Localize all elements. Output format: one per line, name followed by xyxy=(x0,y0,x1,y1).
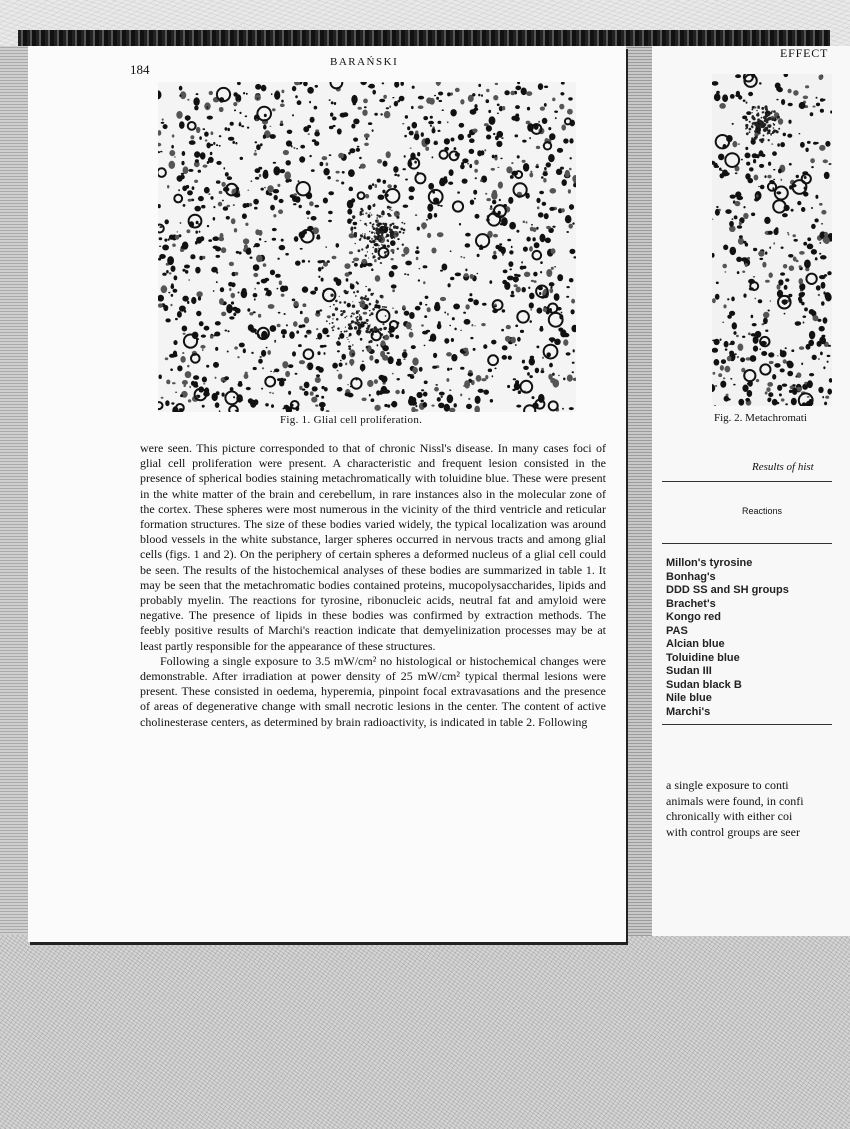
reaction-row: Nile blue xyxy=(666,692,712,704)
figure-1-caption: Fig. 1. Glial cell proliferation. xyxy=(280,414,423,426)
reaction-row: Brachet's xyxy=(666,597,716,610)
reaction-row: DDD SS and SH groups xyxy=(666,584,789,596)
right-body-text xyxy=(666,778,804,840)
micrograph-image xyxy=(158,82,576,412)
paragraph-1: were seen. This picture corresponded to that of chronic Nissl's disease. In many cases foci of glial cell proliferation were present. A characteristic and frequent lesion consisted in the presence of spherical bodies staining metachromatically with toluidine blue. These were present in the white matter of the brain and cerebellum, in rare instances also in the molecular zone of the cortex. These spheres were most numerous in the vicinity of the third ventricle and reticular formation structures. The size of these bodies varied widely, the typical localization was around blood vessels in the white substance, larger spheres occurred in nervous tracts and among glial cells (figs. 1 and 2). On the periphery of certain spheres a deformed nucleus of a glial cell could be seen. The results of the histochemical analyses of these bodies are summarized in table 1. It may be seen that the metachromatic bodies contained proteins, mucopolysaccharides, lipids and probably myelin. The reactions for tyrosine, ribonucleic acids, neutral fat and amyloid were negative. The presence of lipids in these bodies was confirmed by extraction methods. The feebly positive results of Marchi's reaction indicate that demyelinization processes may be at least partly responsible for the appearance of these structures. xyxy=(140,441,606,653)
running-head-left: BARAŃSKI xyxy=(330,56,399,68)
scan-bottom-noise xyxy=(0,935,850,1129)
text-line: a single exposure to conti xyxy=(666,778,789,792)
table-rule-top xyxy=(662,481,832,482)
reaction-row: Bonhag's xyxy=(666,570,716,583)
text-line: with control groups are seer xyxy=(666,824,800,839)
table-rule-header xyxy=(662,543,832,544)
page-number: 184 xyxy=(130,62,150,77)
paragraph-2: Following a single exposure to 3.5 mW/cm² no histological or histochemical changes were demonstrable. After irradiation at power density of 25 mW/cm² typical thermal lesions were present. These consisted in oedema, hyperemia, pinpoint focal extravasations and the presence of areas of degenerative change with small necrotic lesions in the center. The content of active cholinesterase centers, as determined by brain radioactivity, is indicated in table 2. Following xyxy=(140,653,606,729)
figure-2-micrograph xyxy=(712,74,832,406)
table-column-header: Reactions xyxy=(742,506,783,516)
scan-left-edge xyxy=(0,46,28,936)
reaction-row: Alcian blue xyxy=(666,638,725,650)
reaction-row: PAS xyxy=(666,624,688,637)
body-text xyxy=(140,441,606,730)
scan-top-edge xyxy=(18,30,830,46)
reaction-row: Sudan III xyxy=(666,665,712,677)
reaction-row: Millon's tyrosine xyxy=(666,557,753,569)
figure-2-caption: Fig. 2. Metachromati xyxy=(714,412,807,424)
figure-1-micrograph xyxy=(158,82,576,412)
book-gutter xyxy=(622,46,652,936)
reaction-row: Kongo red xyxy=(666,611,721,623)
reactions-list xyxy=(666,557,789,719)
reaction-row: Toluidine blue xyxy=(666,651,740,664)
text-line: chronically with either coi xyxy=(666,809,793,823)
table-title: Results of hist xyxy=(752,461,814,473)
reaction-row: Marchi's xyxy=(666,705,711,718)
micrograph-image-2 xyxy=(712,74,832,406)
running-head-right: EFFECT xyxy=(780,46,829,60)
reaction-row: Sudan black B xyxy=(666,678,742,691)
table-rule-bottom xyxy=(662,724,832,725)
text-line: animals were found, in confi xyxy=(666,793,804,808)
